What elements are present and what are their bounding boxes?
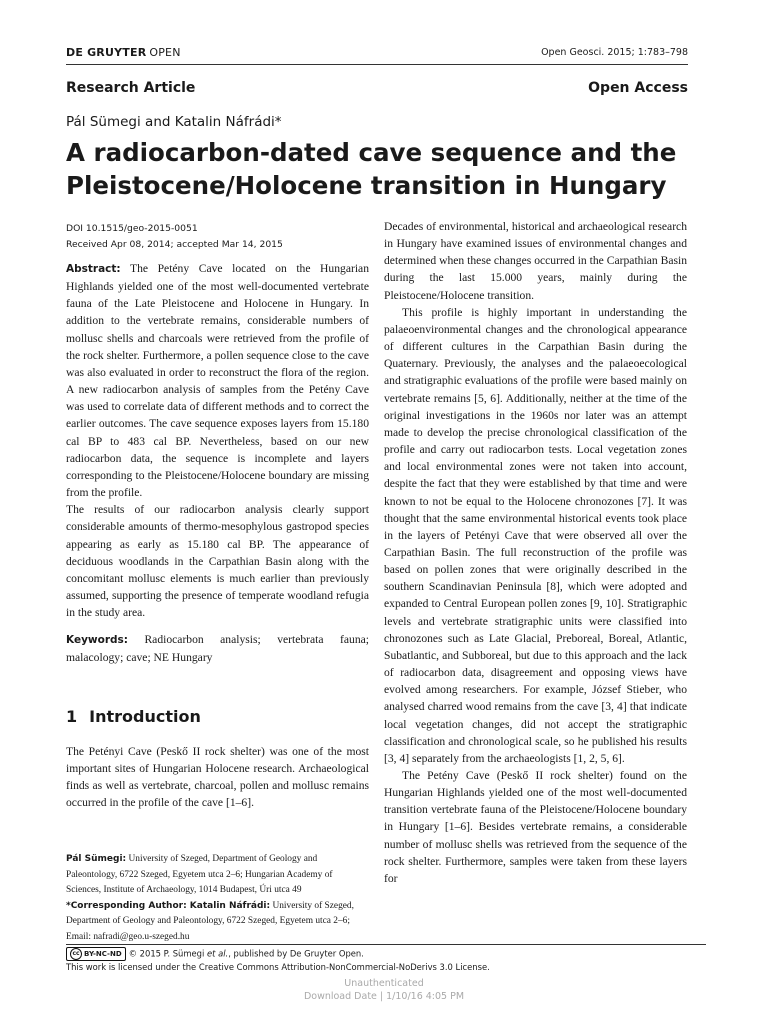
watermark-line-1: Unauthenticated	[344, 978, 424, 989]
affiliation-2	[66, 899, 369, 946]
affiliation-1	[66, 852, 369, 899]
introduction-body	[66, 743, 369, 812]
received-accepted-dates: Received Apr 08, 2014; accepted Mar 14, 2015	[66, 239, 283, 250]
body-paragraph-3: The Petény Cave (Peskő II rock shelter) found on the Hungarian Highlands yielded one of the most well-documented transition vertebrate fauna of the Pleistocene/Holocene boundary in Hungary [1–6]. Besides vertebrate remains, a considerable number of mollusc shells was retrieved from the sequence of the rock shelter. Furthermore, samples were taken from these layers for	[384, 769, 687, 885]
publisher-logo	[66, 46, 181, 59]
watermark-line-2: Download Date | 1/10/16 4:05 PM	[303, 991, 465, 1002]
intro-paragraph: The Petényi Cave (Peskő II rock shelter) was one of the most important sites of Hungarian Holocene research. Archaeological finds as well as vertebrate, charcoal, pollen and mollusc remains occurred in the profile of the cave [1–6].	[66, 745, 369, 810]
page-header	[66, 42, 688, 65]
affiliation-2-text: University of Szeged, Department of Geology and Paleontology, 6722 Szeged, Egyetem utca 2–6; Email: nafradi@geo.u-szeged.hu	[66, 900, 354, 942]
doi: DOI 10.1515/geo-2015-0051	[66, 223, 198, 234]
keywords-text: Radiocarbon analysis; vertebrata fauna; malacology; cave; NE Hungary	[66, 633, 369, 665]
author-affiliations	[66, 852, 369, 946]
copyright-prefix: © 2015 P. Sümegi	[128, 948, 207, 959]
cc-icon: cc	[70, 948, 82, 960]
open-access-label: Open Access	[588, 80, 688, 96]
copyright-suffix: , published by De Gruyter Open.	[228, 948, 364, 959]
article-title: A radiocarbon-dated cave sequence and the Pleistocene/Holocene transition in Hungary	[66, 138, 677, 200]
body-paragraph-2: This profile is highly important in understanding the palaeoenvironmental changes and the chronological appearance of different cultures in the Carpathian Basin during the Quaternary. Previously, the analyses and the palaeoecological and stratigraphic evaluations of the profile were based mainly on vertebrate remains [5, 6]. Additionally, neither at the time of the original investigations in the 1960s nor later was an attempt made to develop the precise chronological classification of the profile and carry out radiocarbon tests. Local vegetation zones and local environmental zones were not taken into account, despite the fact that they were established by that time and were known to not be equal to the Holocene chronozones [7]. It was thought that the same environmental historical events took place in the layers of Petényi Cave that were observed all over the Carpathian Basin. The full reconstruction of the profile was based on pollen zones that were originally described in the southern Scandinavian Peninsula [8], which were adopted and expanded to Central European pollen zones [9, 10]. Stratigraphic levels and vertebrate stratigraphic units were classified into chronozones such as Late Glacial, Preboreal, Boreal, Atlantic, Subatlantic, and Subboreal, but due to this approach and the lack of radiocarbon data, disagreement and opposing views have evolved among researchers. For example, József Stieber, who analysed charred wood remains from the cave [3, 4] that indicate local vegetation changes, did not accept the stratigraphic classification and chronological scale, so he published his results [3, 4] separately from the archaeologists [1, 2, 5, 6].	[384, 305, 687, 765]
section-number: 1	[66, 707, 78, 726]
section-heading-introduction	[66, 707, 201, 726]
corresponding-author-label: *Corresponding Author: Katalin Náfrádi:	[66, 900, 271, 911]
left-column	[66, 260, 369, 667]
cc-license-badge[interactable]	[66, 947, 126, 961]
copyright-etal: et al.	[206, 948, 229, 959]
license-line-1	[66, 947, 706, 961]
cc-badge-text: BY-NC-ND	[84, 950, 122, 958]
license-line-2: This work is licensed under the Creative Commons Attribution-NonCommercial-NoDerivs 3.0 License.	[66, 962, 490, 972]
publisher-name: DE GRUYTER	[66, 46, 147, 59]
article-type: Research Article	[66, 80, 196, 96]
affiliation-1-text: University of Szeged, Department of Geology and Paleontology, 6722 Szeged, Egyetem utca 2–6; Hungarian Academy of Sciences, Institute of Archaeology, 1014 Budapest, Úri utca 49	[66, 854, 333, 896]
keywords-label: Keywords:	[66, 634, 128, 647]
article-meta	[66, 221, 283, 253]
license-block	[66, 944, 706, 973]
affiliation-1-label: Pál Sümegi:	[66, 854, 127, 864]
author-list: Pál Sümegi and Katalin Náfrádi*	[66, 114, 282, 130]
abstract-paragraph	[66, 260, 369, 501]
body-paragraph-1: Decades of environmental, historical and archaeological research in Hungary have examined issues of environmental changes and determined when these changes occurred in the Carpathian Basin during the last 15.000 years, mainly during the Pleistocene/Holocene transition.	[384, 220, 687, 302]
abstract-text: The Petény Cave located on the Hungarian Highlands yielded one of the most well-documented vertebrate fauna of the Late Pleistocene and Holocene in Hungary. In addition to the vertebrate remains, considerable numbers of mollusc shells and charcoals were retrieved from the profile of the rock shelter. Furthermore, a pollen sequence close to the cave was also evaluated in order to reconstruct the flora of the region. A new radiocarbon analysis of samples from the Petény Cave was used to correlate data of different methods and to correct the earlier outcomes. The cave sequence exposes layers from 15.180 cal BP to 483 cal BP. Nevertheless, based on our new radiocarbon data, the sequence is incomplete and layers corresponding to the Pleistocene/Holocene boundary are missing from the profile.	[66, 262, 369, 500]
right-column	[384, 218, 687, 887]
section-title: Introduction	[89, 707, 201, 726]
abstract-label: Abstract:	[66, 263, 121, 275]
publisher-open: OPEN	[149, 46, 181, 59]
keywords	[66, 631, 369, 666]
journal-reference: Open Geosci. 2015; 1:783–798	[541, 47, 688, 58]
abstract-paragraph-2: The results of our radiocarbon analysis clearly support considerable amounts of thermo-mesophylous gastropod species appearing as early as 15.180 cal BP. The appearance of deciduous woodlands in the Carpathian Basin along with the concomitant mollusc elements is much earlier than previously assumed, supporting the presence of temperate woodland refugia in the study area.	[66, 503, 369, 620]
